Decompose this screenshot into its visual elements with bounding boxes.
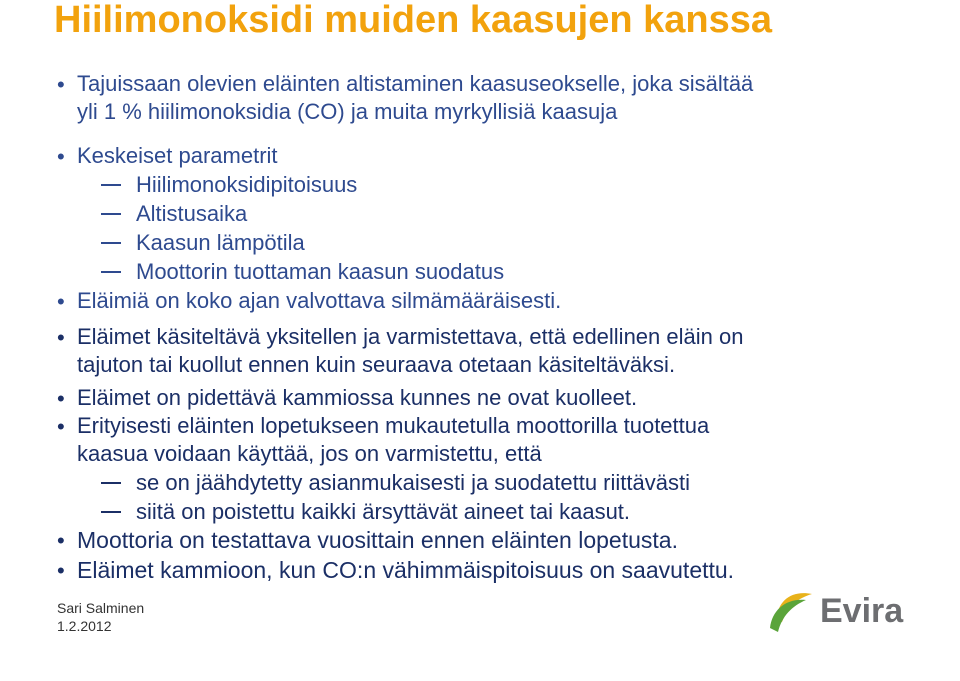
bullet-text: Moottoria on testattava vuosittain ennen eläinten lopetusta. (77, 527, 678, 553)
bullet-marker: • (57, 386, 65, 411)
bullet-text: kaasua voidaan käyttää, jos on varmistettu, että (77, 441, 542, 466)
bullet-marker: • (57, 414, 65, 439)
bullet-marker: • (57, 325, 65, 350)
sub-dash (101, 242, 121, 244)
sub-dash (101, 213, 121, 215)
evira-logo (768, 576, 918, 636)
bullet-text: Tajuissaan olevien eläinten altistaminen kaasuseokselle, joka sisältää (77, 71, 754, 96)
bullet-marker: • (57, 558, 65, 583)
bullet-marker: • (57, 289, 65, 314)
footer-date: 1.2.2012 (57, 618, 112, 634)
bullet-text: yli 1 % hiilimonoksidia (CO) ja muita myrkyllisiä kaasuja (77, 99, 618, 124)
bullet-marker: • (57, 528, 65, 553)
logo-leaf-green (770, 600, 806, 632)
sub-dash (101, 482, 121, 484)
sub-item-text: Kaasun lämpötila (136, 230, 305, 255)
sub-item-text: Moottorin tuottaman kaasun suodatus (136, 259, 505, 284)
slide-title: Hiilimonoksidi muiden kaasujen kanssa (54, 0, 773, 41)
bullet-text: Erityisesti eläinten lopetukseen mukautetulla moottorilla tuotettua (77, 413, 710, 438)
logo-text: Evira (820, 592, 904, 630)
sub-dash (101, 271, 121, 273)
sub-item-text: Hiilimonoksidipitoisuus (136, 172, 358, 197)
bullet-text: Eläimet käsiteltävä yksitellen ja varmistettava, että edellinen eläin on (77, 324, 744, 349)
bullet-text: Eläimiä on koko ajan valvottava silmämääräisesti. (77, 288, 562, 313)
footer-author: Sari Salminen (57, 600, 145, 616)
sub-item-text: siitä on poistettu kaikki ärsyttävät aineet tai kaasut. (136, 499, 631, 524)
bullet-text: tajuton tai kuollut ennen kuin seuraava otetaan käsiteltäväksi. (77, 352, 676, 377)
bullet-text: Eläimet on pidettävä kammiossa kunnes ne ovat kuolleet. (77, 385, 638, 410)
bullet-marker: • (57, 144, 65, 169)
bullet-marker: • (57, 72, 65, 97)
sub-item-text: Altistusaika (136, 201, 248, 226)
bullet-text: Eläimet kammioon, kun CO:n vähimmäispitoisuus on saavutettu. (77, 557, 735, 583)
sub-item-text: se on jäähdytetty asianmukaisesti ja suodatettu riittävästi (136, 470, 690, 495)
sub-dash (101, 511, 121, 513)
bullet-text: Keskeiset parametrit (77, 143, 278, 168)
sub-dash (101, 184, 121, 186)
